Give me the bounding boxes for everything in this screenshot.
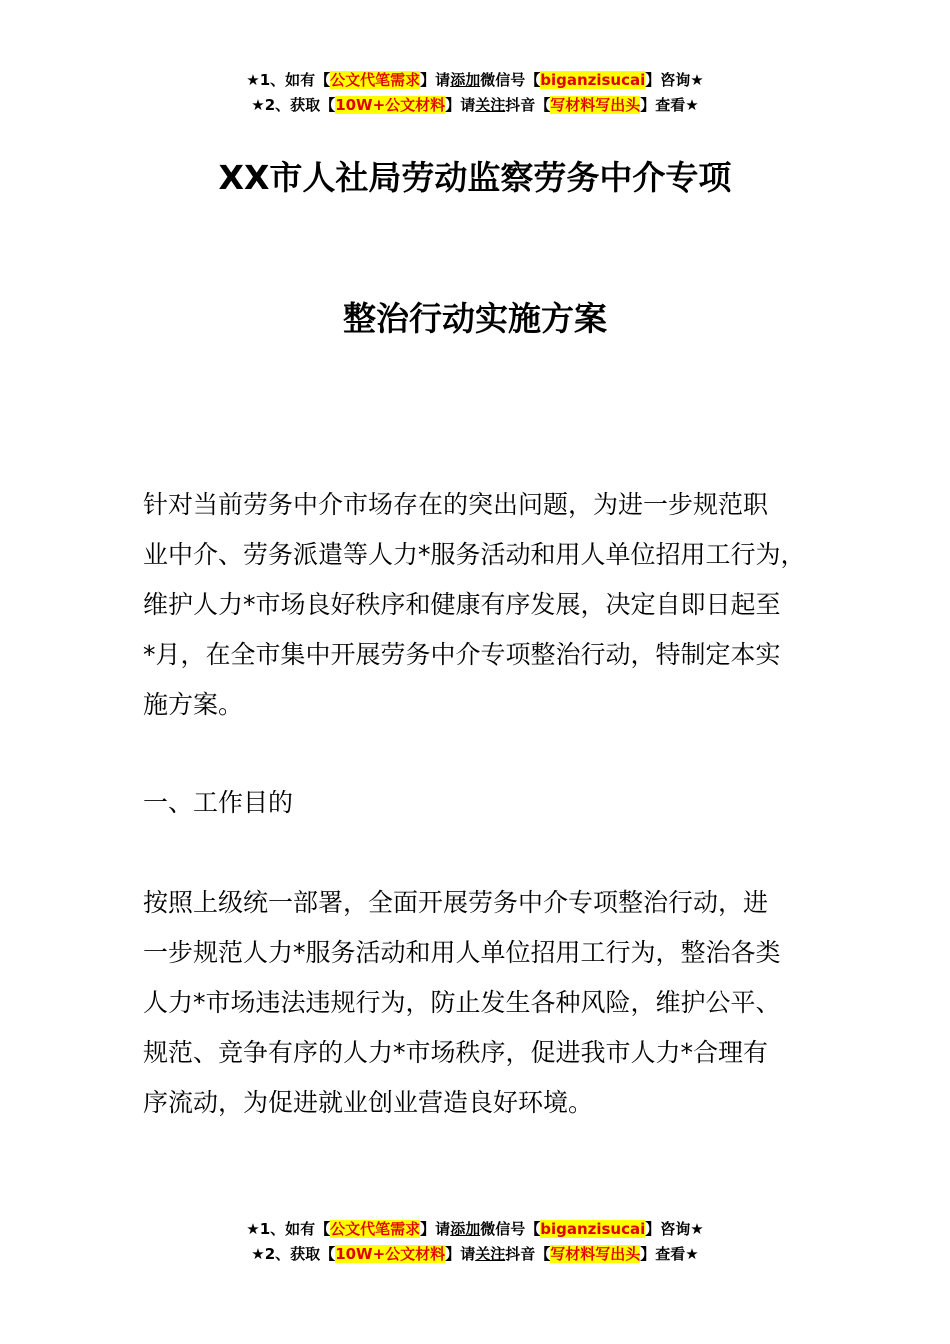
banner-text: ★2、获取【 bbox=[251, 96, 336, 114]
banner-line-2 bbox=[0, 93, 950, 118]
banner-highlight: 写材料写出头 bbox=[550, 1245, 641, 1263]
banner-highlight: biganzisucai bbox=[540, 1220, 646, 1238]
document-title-line-2: 整治行动实施方案 bbox=[343, 299, 607, 338]
banner-highlight: 公文代笔需求 bbox=[330, 1220, 421, 1238]
header-banner bbox=[0, 68, 950, 118]
banner-text: ★1、如有【 bbox=[246, 71, 331, 89]
intro-paragraph bbox=[143, 480, 833, 730]
banner-text: ★1、如有【 bbox=[246, 1220, 331, 1238]
banner-underline: 添加 bbox=[450, 1220, 481, 1238]
banner-text: 】请 bbox=[420, 1220, 451, 1238]
text-line: 一步规范人力*服务活动和用人单位招用工行为，整治各类 bbox=[143, 938, 781, 967]
banner-underline: 添加 bbox=[450, 71, 481, 89]
banner-text: 】请 bbox=[420, 71, 451, 89]
banner-line-1 bbox=[0, 1217, 950, 1242]
section-heading: 一、工作目的 bbox=[143, 788, 294, 817]
banner-underline: 关注 bbox=[475, 1245, 506, 1263]
banner-text: 】请 bbox=[445, 1245, 476, 1263]
banner-text: 】咨询★ bbox=[645, 71, 704, 89]
banner-text: 微信号【 bbox=[480, 71, 541, 89]
banner-highlight: 写材料写出头 bbox=[550, 96, 641, 114]
banner-line-2 bbox=[0, 1242, 950, 1267]
text-line: 序流动，为促进就业创业营造良好环境。 bbox=[143, 1088, 594, 1117]
banner-underline: 关注 bbox=[475, 96, 506, 114]
text-line: 规范、竞争有序的人力*市场秩序，促进我市人力*合理有 bbox=[143, 1038, 769, 1067]
banner-text: 】咨询★ bbox=[645, 1220, 704, 1238]
banner-highlight: 公文代笔需求 bbox=[330, 71, 421, 89]
banner-text: 】请 bbox=[445, 96, 476, 114]
document-title-line-1: XX市人社局劳动监察劳务中介专项 bbox=[218, 158, 732, 197]
banner-text: 】查看★ bbox=[640, 96, 699, 114]
banner-highlight: 10W+公文材料 bbox=[335, 96, 446, 114]
section1-paragraph bbox=[143, 878, 833, 1128]
text-line: *月，在全市集中开展劳务中介专项整治行动，特制定本实 bbox=[143, 640, 781, 669]
banner-line-1 bbox=[0, 68, 950, 93]
banner-text: 】查看★ bbox=[640, 1245, 699, 1263]
banner-text: 微信号【 bbox=[480, 1220, 541, 1238]
text-line: 维护人力*市场良好秩序和健康有序发展，决定自即日起至 bbox=[143, 590, 781, 619]
banner-highlight: biganzisucai bbox=[540, 71, 646, 89]
text-line: 施方案。 bbox=[143, 690, 244, 719]
banner-text: 抖音【 bbox=[505, 96, 551, 114]
banner-text: ★2、获取【 bbox=[251, 1245, 336, 1263]
footer-banner bbox=[0, 1217, 950, 1267]
banner-highlight: 10W+公文材料 bbox=[335, 1245, 446, 1263]
text-line: 针对当前劳务中介市场存在的突出问题，为进一步规范职 bbox=[143, 490, 769, 519]
text-line: 业中介、劳务派遣等人力*服务活动和用人单位招用工行为， bbox=[143, 540, 806, 569]
banner-text: 抖音【 bbox=[505, 1245, 551, 1263]
text-line: 按照上级统一部署，全面开展劳务中介专项整治行动，进 bbox=[143, 888, 769, 917]
text-line: 人力*市场违法违规行为，防止发生各种风险，维护公平、 bbox=[143, 988, 781, 1017]
